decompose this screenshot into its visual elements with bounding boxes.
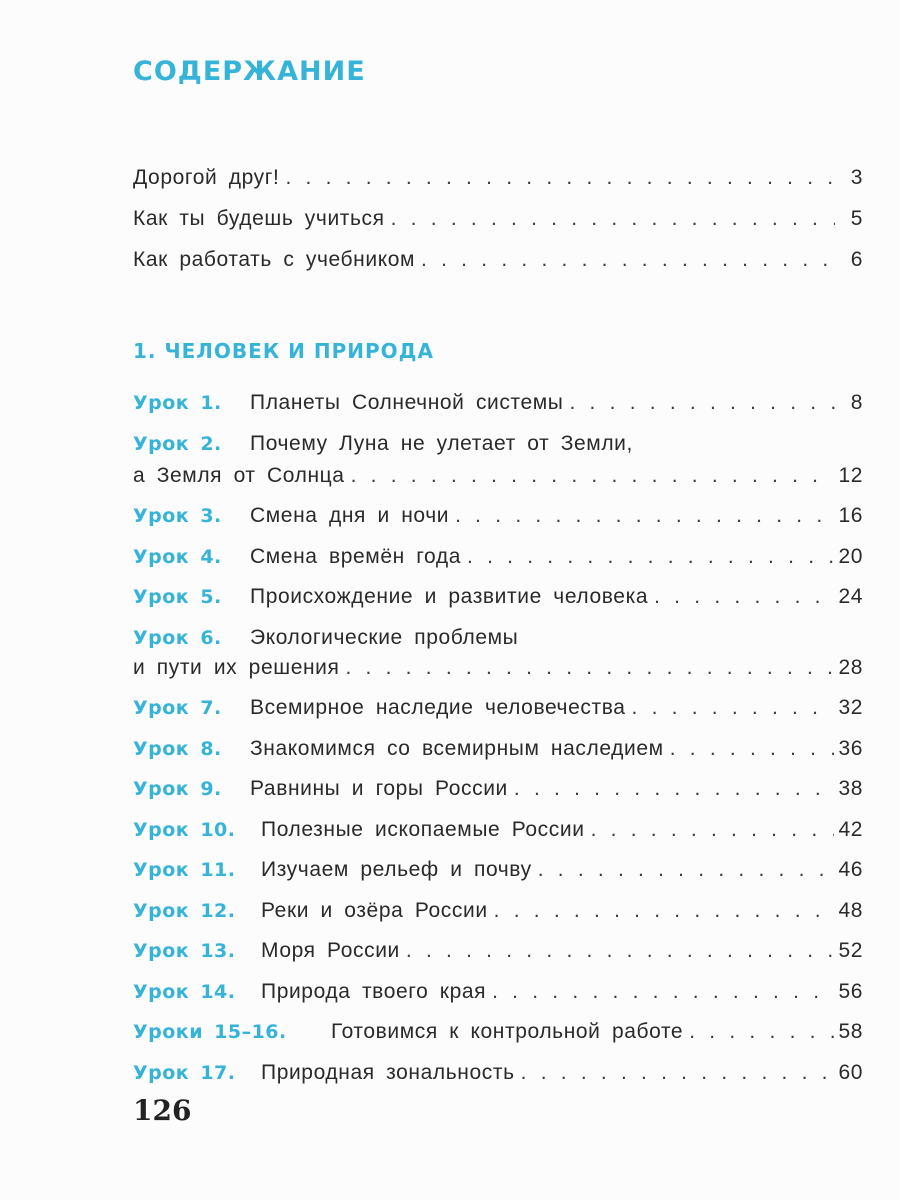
lesson-entry[interactable]	[133, 503, 863, 529]
lesson-page: 32	[838, 696, 863, 719]
leader-dots	[670, 736, 835, 762]
lesson-label: Урок 11.	[133, 859, 236, 881]
leader-dots	[538, 857, 835, 883]
lesson-label: Урок 7.	[133, 697, 222, 719]
lesson-entry[interactable]	[133, 584, 863, 610]
lesson-title: Происхождение и развитие человека	[250, 585, 649, 608]
lesson-entry[interactable]	[133, 938, 863, 964]
lesson-title: Смена времён года	[250, 544, 462, 568]
lesson-list	[133, 390, 863, 1100]
lesson-page: 38	[838, 777, 863, 800]
leader-dots	[569, 390, 835, 416]
lesson-label: Урок 3.	[133, 505, 222, 527]
lesson-page: 46	[838, 858, 863, 881]
entry-page: 5	[850, 207, 863, 230]
lesson-label: Урок 8.	[133, 737, 222, 760]
lesson-page: 58	[838, 1020, 863, 1043]
lesson-title: Природа твоего края	[261, 979, 487, 1003]
leader-dots	[467, 544, 834, 570]
lesson-label: Урок 6.	[133, 626, 222, 649]
lesson-title: Реки и озёра России	[261, 898, 488, 922]
leader-dots	[494, 898, 835, 924]
section-heading: 1. ЧЕЛОВЕК И ПРИРОДА	[133, 339, 434, 363]
entry-title: Как ты будешь учиться	[133, 207, 385, 230]
lesson-entry[interactable]	[133, 898, 863, 924]
lesson-page: 48	[838, 898, 863, 922]
page-number: 126	[133, 1094, 192, 1127]
entry-title: Дорогой друг!	[133, 166, 280, 189]
lesson-entry[interactable]	[133, 979, 863, 1005]
lesson-title: Изучаем рельеф и почву	[261, 858, 532, 881]
lesson-page: 24	[838, 585, 863, 608]
lesson-title: Полезные ископаемые России	[261, 817, 585, 841]
lesson-page: 8	[850, 391, 863, 414]
lesson-page: 56	[838, 979, 863, 1003]
lesson-title-continued: и пути их решения	[133, 655, 340, 679]
lesson-entry[interactable]	[133, 1019, 863, 1045]
leader-dots	[455, 503, 834, 529]
lesson-entry[interactable]	[133, 695, 863, 721]
lesson-page: 20	[838, 544, 863, 568]
leader-dots	[591, 817, 835, 843]
toc-entry[interactable]	[133, 247, 863, 288]
intro-list	[133, 165, 863, 288]
lesson-title: Почему Луна не улетает от Земли,	[250, 431, 633, 455]
leader-dots	[689, 1019, 834, 1045]
lesson-label: Урок 13.	[133, 940, 236, 962]
leader-dots	[632, 695, 835, 721]
lesson-label: Урок 17.	[133, 1061, 236, 1084]
lesson-title: Всемирное наследие человечества	[250, 696, 626, 719]
leader-dots	[406, 938, 835, 964]
lesson-label: Урок 5.	[133, 586, 222, 608]
leader-dots	[351, 463, 835, 489]
lesson-title: Планеты Солнечной системы	[250, 391, 564, 414]
lesson-page: 42	[838, 817, 863, 841]
lesson-entry[interactable]	[133, 390, 863, 416]
leader-dots	[514, 776, 835, 802]
toc-entry[interactable]	[133, 165, 863, 206]
lesson-label: Урок 4.	[133, 545, 222, 568]
lesson-entry[interactable]	[133, 776, 863, 802]
leader-dots	[654, 584, 834, 610]
lesson-label: Урок 10.	[133, 818, 236, 841]
lesson-label: Урок 12.	[133, 899, 236, 922]
lesson-page: 28	[838, 655, 863, 679]
leader-dots	[521, 1060, 835, 1086]
lesson-title-continued: а Земля от Солнца	[133, 463, 345, 487]
leader-dots	[391, 206, 835, 232]
page-title: СОДЕРЖАНИЕ	[133, 56, 366, 87]
lesson-title: Смена дня и ночи	[250, 504, 450, 527]
lesson-entry[interactable]	[133, 544, 863, 570]
lesson-page: 16	[838, 504, 863, 527]
entry-title: Как работать с учебником	[133, 248, 416, 271]
lesson-entry[interactable]	[133, 1060, 863, 1086]
lesson-entry[interactable]	[133, 431, 863, 489]
leader-dots	[285, 165, 835, 191]
lesson-title: Природная зональность	[261, 1060, 515, 1084]
lesson-label: Урок 14.	[133, 980, 236, 1003]
lesson-title: Экологические проблемы	[250, 625, 519, 649]
lesson-label: Урок 1.	[133, 392, 222, 414]
lesson-entry[interactable]	[133, 817, 863, 843]
lesson-label: Урок 2.	[133, 432, 222, 455]
lesson-page: 52	[838, 939, 863, 962]
entry-page: 6	[850, 248, 863, 271]
lesson-label: Урок 9.	[133, 778, 222, 800]
lesson-label: Уроки 15–16.	[133, 1021, 287, 1043]
lesson-title: Готовимся к контрольной работе	[331, 1020, 684, 1043]
lesson-entry[interactable]	[133, 736, 863, 762]
lesson-page: 12	[838, 463, 863, 487]
leader-dots	[421, 247, 835, 273]
lesson-page: 36	[838, 736, 863, 760]
entry-page: 3	[850, 166, 863, 189]
leader-dots	[492, 979, 834, 1005]
lesson-entry[interactable]	[133, 857, 863, 883]
lesson-entry[interactable]	[133, 625, 863, 681]
toc-entry[interactable]	[133, 206, 863, 247]
lesson-title: Знакомимся со всемирным наследием	[250, 736, 664, 760]
lesson-page: 60	[838, 1060, 863, 1084]
lesson-title: Моря России	[261, 939, 400, 962]
lesson-title: Равнины и горы России	[250, 777, 508, 800]
leader-dots	[345, 655, 834, 681]
